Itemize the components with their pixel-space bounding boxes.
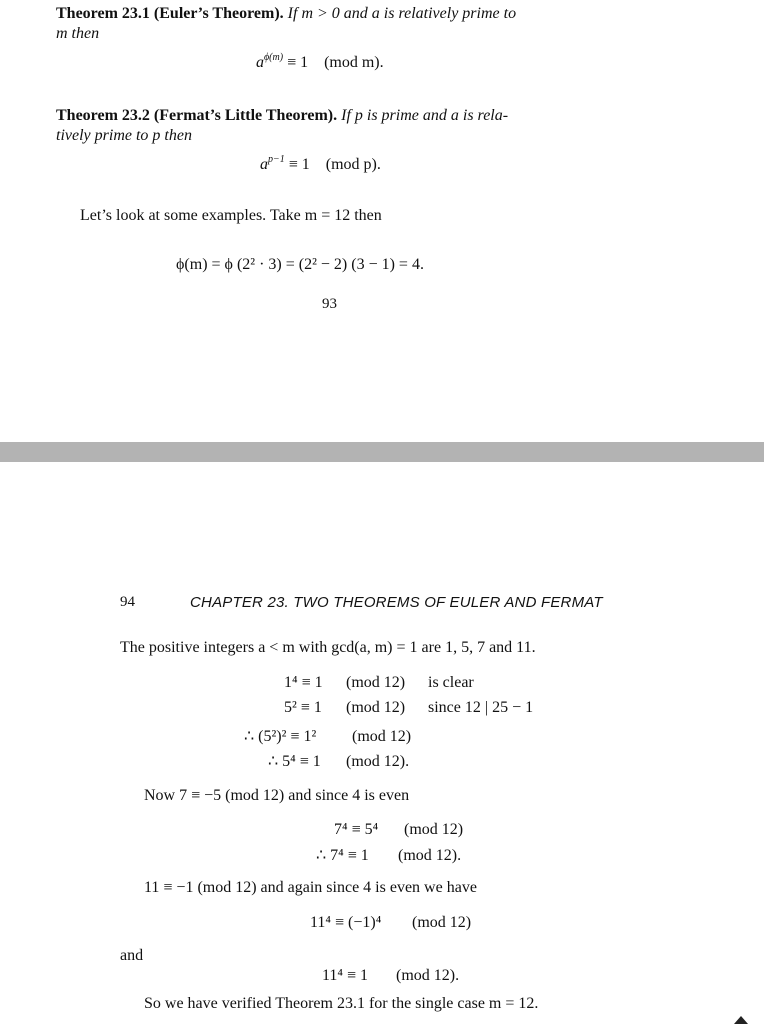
block1-row1-lhs: 1⁴ ≡ 1 (284, 674, 323, 691)
theorem-23-1 (56, 4, 516, 24)
theorem-23-1-label: Theorem 23.1 (Euler’s Theorem). (56, 5, 284, 22)
closing-line: So we have verified Theorem 23.1 for the single case m = 12. (144, 995, 539, 1012)
block2-row1-lhs: 7⁴ ≡ 5⁴ (334, 821, 379, 838)
eleven-line: 11 ≡ −1 (mod 12) and again since 4 is even we have (144, 879, 477, 896)
block3-row1-lhs: 11⁴ ≡ (−1)⁴ (310, 914, 382, 931)
block1-row3-mod: (mod 12) (352, 728, 412, 745)
page-divider (0, 442, 764, 462)
block1-row2-lhs: 5² ≡ 1 (284, 699, 322, 716)
chapter-header: CHAPTER 23. TWO THEOREMS OF EULER AND FERMAT (190, 594, 603, 611)
block4-row1-lhs: 11⁴ ≡ 1 (322, 967, 369, 984)
euler-formula-congruence: ≡ 1 (mod m). (287, 54, 384, 71)
page-number-93: 93 (322, 296, 337, 312)
theorem-23-2-statement: If p is prime and a is rela- (341, 107, 509, 124)
block4-row1-mod: (mod 12). (396, 967, 460, 984)
block1-row3-lhs: ∴ (5²)² ≡ 1² (244, 728, 317, 745)
block1-row2-mod: (mod 12) (346, 699, 406, 716)
fermat-formula-congruence: ≡ 1 (mod p). (288, 156, 381, 173)
phi-formula: ϕ(m) = ϕ (2² · 3) = (2² − 2) (3 − 1) = 4. (176, 256, 424, 273)
block1-row4-mod: (mod 12). (346, 753, 410, 770)
block1-row1-note: is clear (428, 674, 474, 691)
euler-formula-exponent: ϕ(m) (264, 51, 284, 63)
block3-row1-mod: (mod 12) (412, 914, 472, 931)
theorem-23-1-statement-cont: m then (56, 25, 100, 42)
theorem-23-2-statement-cont: tively prime to p then (56, 127, 192, 144)
theorem-23-2 (56, 106, 508, 126)
scroll-up-icon[interactable] (734, 1016, 748, 1024)
examples-intro: Let’s look at some examples. Take m = 12 then (80, 207, 382, 224)
block1-row4-lhs: ∴ 5⁴ ≡ 1 (268, 753, 321, 770)
euler-formula-base: a (256, 54, 264, 71)
positive-integers-line: The positive integers a < m with gcd(a, m) = 1 are 1, 5, 7 and 11. (120, 639, 536, 656)
block2-row2-mod: (mod 12). (398, 847, 462, 864)
theorem-23-1-statement: If m > 0 and a is relatively prime to (287, 5, 517, 22)
fermat-formula-base: a (260, 156, 268, 173)
block2-row2-lhs: ∴ 7⁴ ≡ 1 (316, 847, 369, 864)
block2-row1-mod: (mod 12) (404, 821, 464, 838)
euler-formula (256, 52, 384, 74)
now-7-line: Now 7 ≡ −5 (mod 12) and since 4 is even (144, 787, 410, 804)
block1-row1-mod: (mod 12) (346, 674, 406, 691)
fermat-formula (260, 154, 381, 176)
fermat-formula-exponent: p−1 (268, 153, 285, 165)
page-number-94: 94 (120, 594, 135, 610)
and-word: and (120, 947, 144, 964)
theorem-23-2-label: Theorem 23.2 (Fermat’s Little Theorem). (56, 107, 338, 124)
block1-row2-note: since 12 | 25 − 1 (428, 699, 534, 716)
